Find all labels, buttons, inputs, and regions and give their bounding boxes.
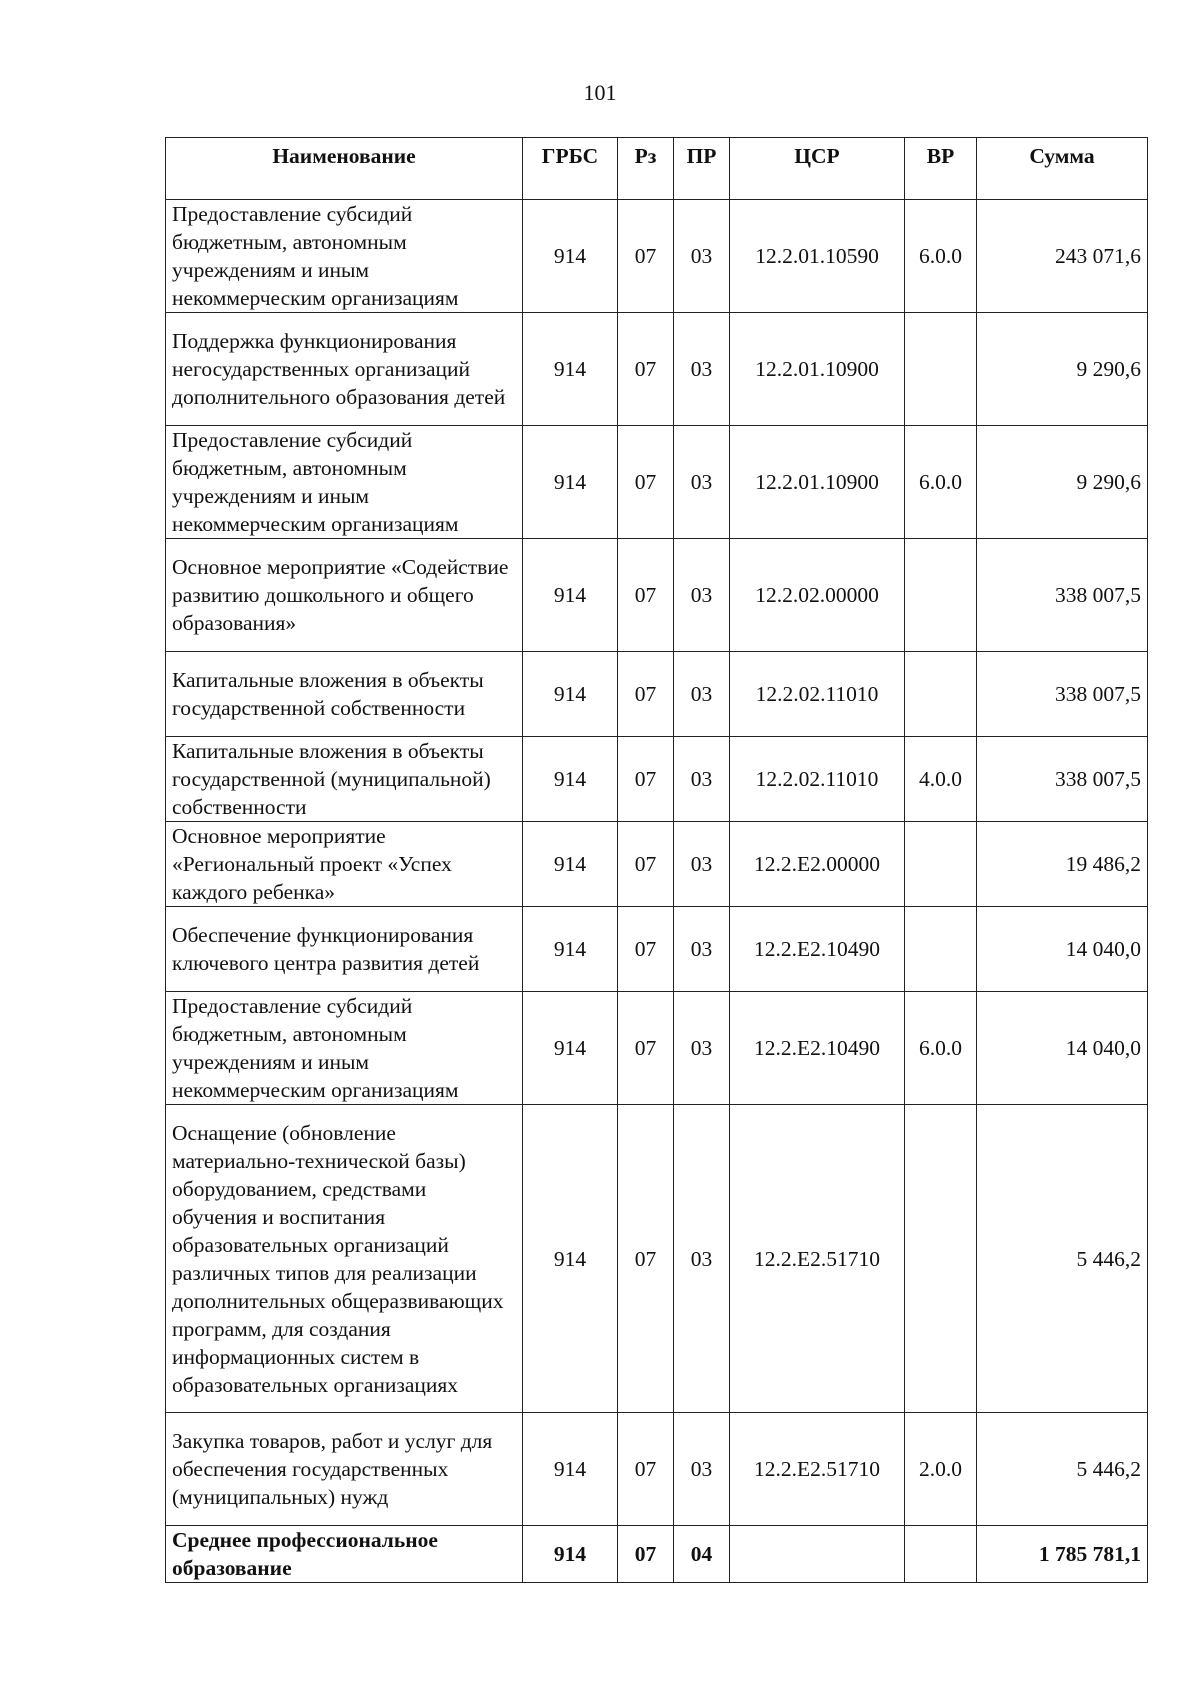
row-name: Основное мероприятие «Содействие развитию дошкольного и общего образования» [166,539,523,652]
row-sum: 338 007,5 [977,652,1148,737]
header-grbs: ГРБС [523,138,618,200]
row-rz: 07 [618,652,674,737]
row-csr: 12.2.01.10590 [730,200,905,313]
row-grbs: 914 [523,426,618,539]
row-grbs: 914 [523,313,618,426]
table-row [166,426,1148,539]
row-csr: 12.2.E2.51710 [730,1413,905,1526]
table-row [166,1105,1148,1413]
total-pr: 04 [674,1526,730,1583]
row-grbs: 914 [523,200,618,313]
table-row [166,200,1148,313]
row-name: Закупка товаров, работ и услуг для обеспечения государственных (муниципальных) нужд [166,1413,523,1526]
header-sum: Сумма [977,138,1148,200]
row-name: Предоставление субсидий бюджетным, автономным учреждениям и иным некоммерческим организациям [166,992,523,1105]
row-vr [905,313,977,426]
table-row [166,907,1148,992]
row-name: Капитальные вложения в объекты государственной собственности [166,652,523,737]
total-csr [730,1526,905,1583]
table-total-row [166,1526,1148,1583]
row-grbs: 914 [523,1105,618,1413]
row-pr: 03 [674,737,730,822]
row-sum: 338 007,5 [977,539,1148,652]
row-grbs: 914 [523,652,618,737]
row-grbs: 914 [523,737,618,822]
row-name: Оснащение (обновление материально-технической базы) оборудованием, средствами обучения и воспитания образовательных организаций различных типов для реализации дополнительных общеразвивающих программ, для создания информационных систем в образовательных организациях [166,1105,523,1413]
row-csr: 12.2.02.11010 [730,737,905,822]
header-vr: ВР [905,138,977,200]
header-rz: Рз [618,138,674,200]
total-rz: 07 [618,1526,674,1583]
row-name: Предоставление субсидий бюджетным, автономным учреждениям и иным некоммерческим организациям [166,426,523,539]
row-pr: 03 [674,200,730,313]
row-csr: 12.2.E2.10490 [730,907,905,992]
row-grbs: 914 [523,539,618,652]
total-name: Среднее профессиональное образование [166,1526,523,1583]
row-pr: 03 [674,1413,730,1526]
row-name: Поддержка функционирования негосударственных организаций дополнительного образования детей [166,313,523,426]
row-vr [905,907,977,992]
row-grbs: 914 [523,1413,618,1526]
row-vr [905,652,977,737]
total-vr [905,1526,977,1583]
row-rz: 07 [618,539,674,652]
row-pr: 03 [674,652,730,737]
row-vr [905,1105,977,1413]
row-sum: 243 071,6 [977,200,1148,313]
row-vr: 2.0.0 [905,1413,977,1526]
row-grbs: 914 [523,822,618,907]
row-grbs: 914 [523,907,618,992]
row-pr: 03 [674,992,730,1105]
table-row [166,313,1148,426]
row-sum: 9 290,6 [977,313,1148,426]
row-vr: 6.0.0 [905,992,977,1105]
header-pr: ПР [674,138,730,200]
row-name: Обеспечение функционирования ключевого центра развития детей [166,907,523,992]
row-name: Основное мероприятие «Региональный проект «Успех каждого ребенка» [166,822,523,907]
row-pr: 03 [674,313,730,426]
row-sum: 5 446,2 [977,1105,1148,1413]
row-sum: 5 446,2 [977,1413,1148,1526]
row-sum: 19 486,2 [977,822,1148,907]
table-row [166,1413,1148,1526]
row-pr: 03 [674,1105,730,1413]
row-csr: 12.2.E2.00000 [730,822,905,907]
row-pr: 03 [674,822,730,907]
table-row [166,992,1148,1105]
row-pr: 03 [674,539,730,652]
budget-table [165,137,1148,1583]
row-vr: 6.0.0 [905,200,977,313]
row-grbs: 914 [523,992,618,1105]
row-sum: 9 290,6 [977,426,1148,539]
table-row [166,737,1148,822]
row-pr: 03 [674,426,730,539]
row-rz: 07 [618,1413,674,1526]
row-vr: 4.0.0 [905,737,977,822]
row-csr: 12.2.E2.10490 [730,992,905,1105]
row-csr: 12.2.E2.51710 [730,1105,905,1413]
row-rz: 07 [618,200,674,313]
row-vr [905,539,977,652]
row-sum: 14 040,0 [977,907,1148,992]
row-rz: 07 [618,313,674,426]
row-pr: 03 [674,907,730,992]
header-csr: ЦСР [730,138,905,200]
total-sum: 1 785 781,1 [977,1526,1148,1583]
row-rz: 07 [618,1105,674,1413]
row-rz: 07 [618,992,674,1105]
row-sum: 14 040,0 [977,992,1148,1105]
total-grbs: 914 [523,1526,618,1583]
table-row [166,652,1148,737]
row-csr: 12.2.01.10900 [730,426,905,539]
table-row [166,539,1148,652]
row-rz: 07 [618,907,674,992]
page-number: 101 [583,80,617,105]
row-vr [905,822,977,907]
table-header-row [166,138,1148,200]
row-csr: 12.2.02.00000 [730,539,905,652]
header-name: Наименование [166,138,523,200]
row-vr: 6.0.0 [905,426,977,539]
row-name: Капитальные вложения в объекты государственной (муниципальной) собственности [166,737,523,822]
table-row [166,822,1148,907]
row-rz: 07 [618,822,674,907]
row-sum: 338 007,5 [977,737,1148,822]
row-csr: 12.2.01.10900 [730,313,905,426]
row-name: Предоставление субсидий бюджетным, автономным учреждениям и иным некоммерческим организациям [166,200,523,313]
row-csr: 12.2.02.11010 [730,652,905,737]
row-rz: 07 [618,426,674,539]
row-rz: 07 [618,737,674,822]
